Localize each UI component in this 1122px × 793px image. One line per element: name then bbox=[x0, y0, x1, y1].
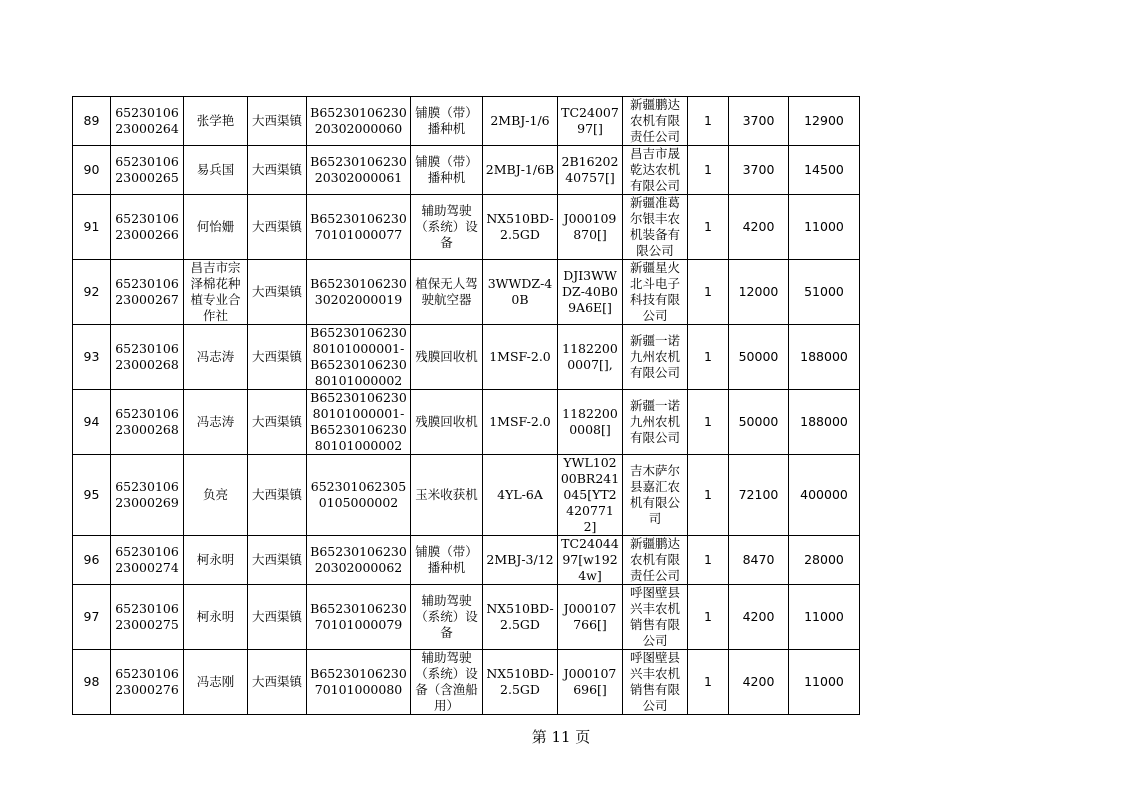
item-code: B6523010623070101000079 bbox=[307, 585, 411, 650]
machine-item: 辅助驾驶（系统）设备 bbox=[411, 195, 483, 260]
town-name: 大西渠镇 bbox=[248, 195, 307, 260]
machine-model: 2MBJ-1/6B bbox=[483, 146, 558, 195]
table-row bbox=[73, 455, 860, 536]
applicant-id: 6523010623000267 bbox=[111, 260, 184, 325]
dealer-company: 呼图壁县兴丰农机销售有限公司 bbox=[623, 650, 688, 715]
sale-price: 28000 bbox=[789, 536, 860, 585]
table-row bbox=[73, 390, 860, 455]
row-number: 92 bbox=[73, 260, 111, 325]
item-code: B6523010623020302000062 bbox=[307, 536, 411, 585]
table-row bbox=[73, 146, 860, 195]
serial-number: YWL10200BR241045[YT24207712] bbox=[558, 455, 623, 536]
machine-model: 4YL-6A bbox=[483, 455, 558, 536]
subsidy-amount: 4200 bbox=[729, 585, 789, 650]
town-name: 大西渠镇 bbox=[248, 455, 307, 536]
applicant-id: 6523010623000266 bbox=[111, 195, 184, 260]
quantity: 1 bbox=[688, 97, 729, 146]
machine-model: 1MSF-2.0 bbox=[483, 325, 558, 390]
subsidy-amount: 8470 bbox=[729, 536, 789, 585]
subsidy-amount: 3700 bbox=[729, 97, 789, 146]
serial-number: J000107696[] bbox=[558, 650, 623, 715]
table-row bbox=[73, 195, 860, 260]
item-code: B6523010623080101000001-B6523010623080101000002 bbox=[307, 390, 411, 455]
applicant-id: 6523010623000265 bbox=[111, 146, 184, 195]
sale-price: 400000 bbox=[789, 455, 860, 536]
quantity: 1 bbox=[688, 260, 729, 325]
buyer-name: 负亮 bbox=[184, 455, 248, 536]
applicant-id: 6523010623000268 bbox=[111, 390, 184, 455]
buyer-name: 冯志涛 bbox=[184, 390, 248, 455]
row-number: 93 bbox=[73, 325, 111, 390]
machine-item: 铺膜（带）播种机 bbox=[411, 536, 483, 585]
dealer-company: 新疆鹏达农机有限责任公司 bbox=[623, 97, 688, 146]
row-number: 98 bbox=[73, 650, 111, 715]
buyer-name: 易兵国 bbox=[184, 146, 248, 195]
item-code: B6523010623030202000019 bbox=[307, 260, 411, 325]
buyer-name: 何怡姗 bbox=[184, 195, 248, 260]
town-name: 大西渠镇 bbox=[248, 650, 307, 715]
table-row bbox=[73, 260, 860, 325]
sale-price: 11000 bbox=[789, 650, 860, 715]
serial-number: J000107766[] bbox=[558, 585, 623, 650]
machine-model: 3WWDZ-40B bbox=[483, 260, 558, 325]
item-code: B6523010623070101000080 bbox=[307, 650, 411, 715]
buyer-name: 冯志刚 bbox=[184, 650, 248, 715]
sale-price: 188000 bbox=[789, 325, 860, 390]
sale-price: 51000 bbox=[789, 260, 860, 325]
applicant-id: 6523010623000269 bbox=[111, 455, 184, 536]
quantity: 1 bbox=[688, 455, 729, 536]
sale-price: 11000 bbox=[789, 585, 860, 650]
sale-price: 14500 bbox=[789, 146, 860, 195]
machine-item: 辅助驾驶（系统）设备 bbox=[411, 585, 483, 650]
machine-item: 植保无人驾驶航空器 bbox=[411, 260, 483, 325]
buyer-name: 柯永明 bbox=[184, 585, 248, 650]
machine-model: 1MSF-2.0 bbox=[483, 390, 558, 455]
dealer-company: 新疆星火北斗电子科技有限公司 bbox=[623, 260, 688, 325]
town-name: 大西渠镇 bbox=[248, 260, 307, 325]
serial-number: 11822000007[], bbox=[558, 325, 623, 390]
quantity: 1 bbox=[688, 325, 729, 390]
sale-price: 12900 bbox=[789, 97, 860, 146]
town-name: 大西渠镇 bbox=[248, 390, 307, 455]
row-number: 95 bbox=[73, 455, 111, 536]
subsidy-amount: 12000 bbox=[729, 260, 789, 325]
quantity: 1 bbox=[688, 536, 729, 585]
table-row bbox=[73, 536, 860, 585]
row-number: 89 bbox=[73, 97, 111, 146]
subsidy-amount: 72100 bbox=[729, 455, 789, 536]
sale-price: 188000 bbox=[789, 390, 860, 455]
machine-item: 铺膜（带）播种机 bbox=[411, 97, 483, 146]
subsidy-table bbox=[72, 96, 860, 715]
serial-number: TC2400797[] bbox=[558, 97, 623, 146]
applicant-id: 6523010623000276 bbox=[111, 650, 184, 715]
applicant-id: 6523010623000268 bbox=[111, 325, 184, 390]
machine-item: 残膜回收机 bbox=[411, 390, 483, 455]
machine-model: NX510BD-2.5GD bbox=[483, 585, 558, 650]
machine-model: NX510BD-2.5GD bbox=[483, 195, 558, 260]
buyer-name: 昌吉市宗泽棉花种植专业合作社 bbox=[184, 260, 248, 325]
item-code: B6523010623020302000061 bbox=[307, 146, 411, 195]
serial-number: TC2404497[w1924w] bbox=[558, 536, 623, 585]
table-row bbox=[73, 585, 860, 650]
quantity: 1 bbox=[688, 390, 729, 455]
subsidy-amount: 4200 bbox=[729, 650, 789, 715]
quantity: 1 bbox=[688, 146, 729, 195]
dealer-company: 新疆一诺九州农机有限公司 bbox=[623, 325, 688, 390]
dealer-company: 新疆准葛尔银丰农机装备有限公司 bbox=[623, 195, 688, 260]
table-row bbox=[73, 650, 860, 715]
applicant-id: 6523010623000275 bbox=[111, 585, 184, 650]
town-name: 大西渠镇 bbox=[248, 536, 307, 585]
serial-number: DJI3WWDZ-40B09A6E[] bbox=[558, 260, 623, 325]
buyer-name: 柯永明 bbox=[184, 536, 248, 585]
town-name: 大西渠镇 bbox=[248, 325, 307, 390]
machine-item: 残膜回收机 bbox=[411, 325, 483, 390]
buyer-name: 张学艳 bbox=[184, 97, 248, 146]
page-number: 第 11 页 bbox=[531, 728, 591, 746]
item-code: B6523010623080101000001-B6523010623080101000002 bbox=[307, 325, 411, 390]
quantity: 1 bbox=[688, 195, 729, 260]
serial-number: J000109870[] bbox=[558, 195, 623, 260]
item-code: 6523010623050105000002 bbox=[307, 455, 411, 536]
serial-number: 2B1620240757[] bbox=[558, 146, 623, 195]
subsidy-amount: 3700 bbox=[729, 146, 789, 195]
serial-number: 11822000008[] bbox=[558, 390, 623, 455]
machine-item: 铺膜（带）播种机 bbox=[411, 146, 483, 195]
row-number: 97 bbox=[73, 585, 111, 650]
subsidy-amount: 50000 bbox=[729, 325, 789, 390]
quantity: 1 bbox=[688, 585, 729, 650]
table-row bbox=[73, 97, 860, 146]
quantity: 1 bbox=[688, 650, 729, 715]
dealer-company: 新疆一诺九州农机有限公司 bbox=[623, 390, 688, 455]
buyer-name: 冯志涛 bbox=[184, 325, 248, 390]
machine-model: 2MBJ-1/6 bbox=[483, 97, 558, 146]
machine-model: 2MBJ-3/12 bbox=[483, 536, 558, 585]
machine-item: 玉米收获机 bbox=[411, 455, 483, 536]
sale-price: 11000 bbox=[789, 195, 860, 260]
dealer-company: 昌吉市晟乾达农机有限公司 bbox=[623, 146, 688, 195]
dealer-company: 吉木萨尔县嘉汇农机有限公司 bbox=[623, 455, 688, 536]
dealer-company: 新疆鹏达农机有限责任公司 bbox=[623, 536, 688, 585]
row-number: 96 bbox=[73, 536, 111, 585]
row-number: 90 bbox=[73, 146, 111, 195]
applicant-id: 6523010623000274 bbox=[111, 536, 184, 585]
item-code: B6523010623070101000077 bbox=[307, 195, 411, 260]
row-number: 94 bbox=[73, 390, 111, 455]
applicant-id: 6523010623000264 bbox=[111, 97, 184, 146]
item-code: B6523010623020302000060 bbox=[307, 97, 411, 146]
town-name: 大西渠镇 bbox=[248, 146, 307, 195]
row-number: 91 bbox=[73, 195, 111, 260]
machine-item: 辅助驾驶（系统）设备（含渔船用） bbox=[411, 650, 483, 715]
dealer-company: 呼图壁县兴丰农机销售有限公司 bbox=[623, 585, 688, 650]
subsidy-amount: 50000 bbox=[729, 390, 789, 455]
town-name: 大西渠镇 bbox=[248, 585, 307, 650]
town-name: 大西渠镇 bbox=[248, 97, 307, 146]
subsidy-amount: 4200 bbox=[729, 195, 789, 260]
table-row bbox=[73, 325, 860, 390]
machine-model: NX510BD-2.5GD bbox=[483, 650, 558, 715]
